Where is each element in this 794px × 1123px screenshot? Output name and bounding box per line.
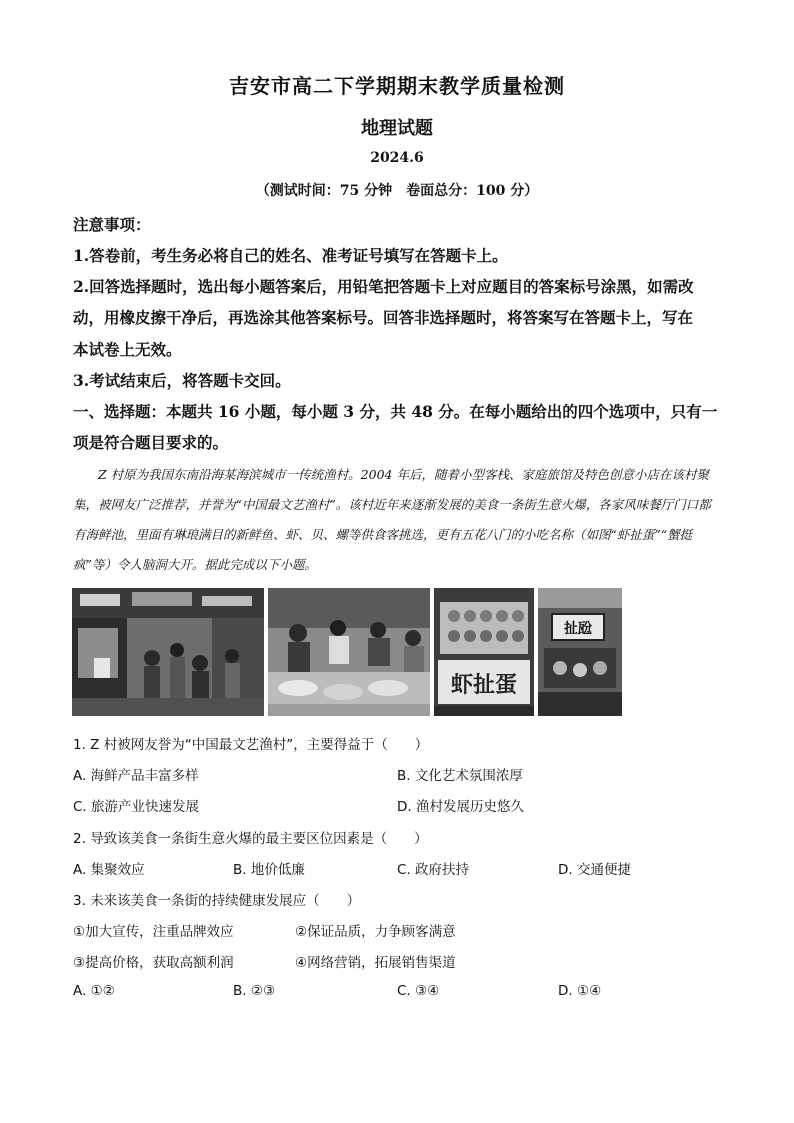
reading-passage: Z 村原为我国东南沿海某海滨城市一传统渔村。2004 年后，随着小型客栈、家庭旅馆及特色创意小店在该村聚集，被网友广泛推荐，并誉为“中国最文艺渔村”。该村近年来逐渐发展的美食一条街生意火爆，各家风味餐厅门口都有海鲜池，里面有琳琅满目的新鲜鱼、虾、贝、螺等供食客挑选，更有五花八门的小吃名称（如图“虾扯蛋”“蟹挺疯”等）令人脑洞大开。据此完成以下小题。 xyxy=(73,467,711,572)
food-street-photo xyxy=(72,588,264,716)
question-3-statement-4: ④网络营销，拓展销售渠道 xyxy=(295,955,456,971)
note-1: 1.答卷前，考生务必将自己的姓名、准考证号填写在答题卡上。 xyxy=(73,246,508,265)
question-3-option-d: D. ①④ xyxy=(558,983,602,999)
exam-date: 2024.6 xyxy=(370,150,424,166)
question-2-stem: 2. 导致该美食一条街生意火爆的最主要区位因素是（ ） xyxy=(73,831,428,847)
question-1-option-a: A. 海鲜产品丰富多样 xyxy=(73,768,199,784)
photo-strip xyxy=(72,588,622,716)
seafood-tank-photo xyxy=(268,588,430,716)
note-2-line-1: 2.回答选择题时，选出每小题答案后，用铅笔把答题卡上对应题目的答案标号涂黑，如需改 xyxy=(73,277,694,296)
shop-sign-text: 扯瓰 xyxy=(564,621,592,637)
question-1-option-c: C. 旅游产业快速发展 xyxy=(73,799,200,815)
question-3-statement-3: ③提高价格，获取高额利润 xyxy=(73,955,234,971)
question-3-statement-1: ①加大宣传，注重品牌效应 xyxy=(73,924,234,940)
question-2-option-b: B. 地价低廉 xyxy=(233,862,305,878)
question-3-option-c: C. ③④ xyxy=(397,983,440,999)
question-3-stem: 3. 未来该美食一条街的持续健康发展应（ ） xyxy=(73,893,361,909)
section-1-line-2: 项是符合题目要求的。 xyxy=(73,433,229,452)
subject-title: 地理试题 xyxy=(361,118,433,139)
snack-tray-photo xyxy=(434,588,534,716)
snack-sign-text: 虾扯蛋 xyxy=(450,672,518,698)
exam-title: 吉安市高二下学期期末教学质量检测 xyxy=(229,74,565,98)
section-1-line-1: 一、选择题：本题共 16 小题，每小题 3 分，共 48 分。在每小题给出的四个选项中，只有一 xyxy=(73,402,718,421)
note-2-line-2: 动，用橡皮擦干净后，再选涂其他答案标号。回答非选择题时，将答案写在答题卡上，写在 xyxy=(73,308,694,327)
exam-time-info: （测试时间：75 分钟 卷面总分：100 分） xyxy=(255,183,539,199)
note-3: 3.考试结束后，将答题卡交回。 xyxy=(73,371,291,390)
note-2-line-3: 本试卷上无效。 xyxy=(73,340,182,359)
question-2-option-d: D. 交通便捷 xyxy=(558,862,631,878)
shop-front-photo xyxy=(538,588,622,716)
question-3-option-a: A. ①② xyxy=(73,983,115,999)
question-3-option-b: B. ②③ xyxy=(233,983,276,999)
question-3-statement-2: ②保证品质，力争顾客满意 xyxy=(295,924,456,940)
question-1-stem: 1. Z 村被网友誉为“中国最文艺渔村”，主要得益于（ ） xyxy=(73,737,429,753)
question-2-option-a: A. 集聚效应 xyxy=(73,862,145,878)
question-2-option-c: C. 政府扶持 xyxy=(397,862,470,878)
question-1-option-d: D. 渔村发展历史悠久 xyxy=(397,799,524,815)
notes-heading: 注意事项： xyxy=(73,215,151,234)
question-1-option-b: B. 文化艺术氛围浓厚 xyxy=(397,768,523,784)
